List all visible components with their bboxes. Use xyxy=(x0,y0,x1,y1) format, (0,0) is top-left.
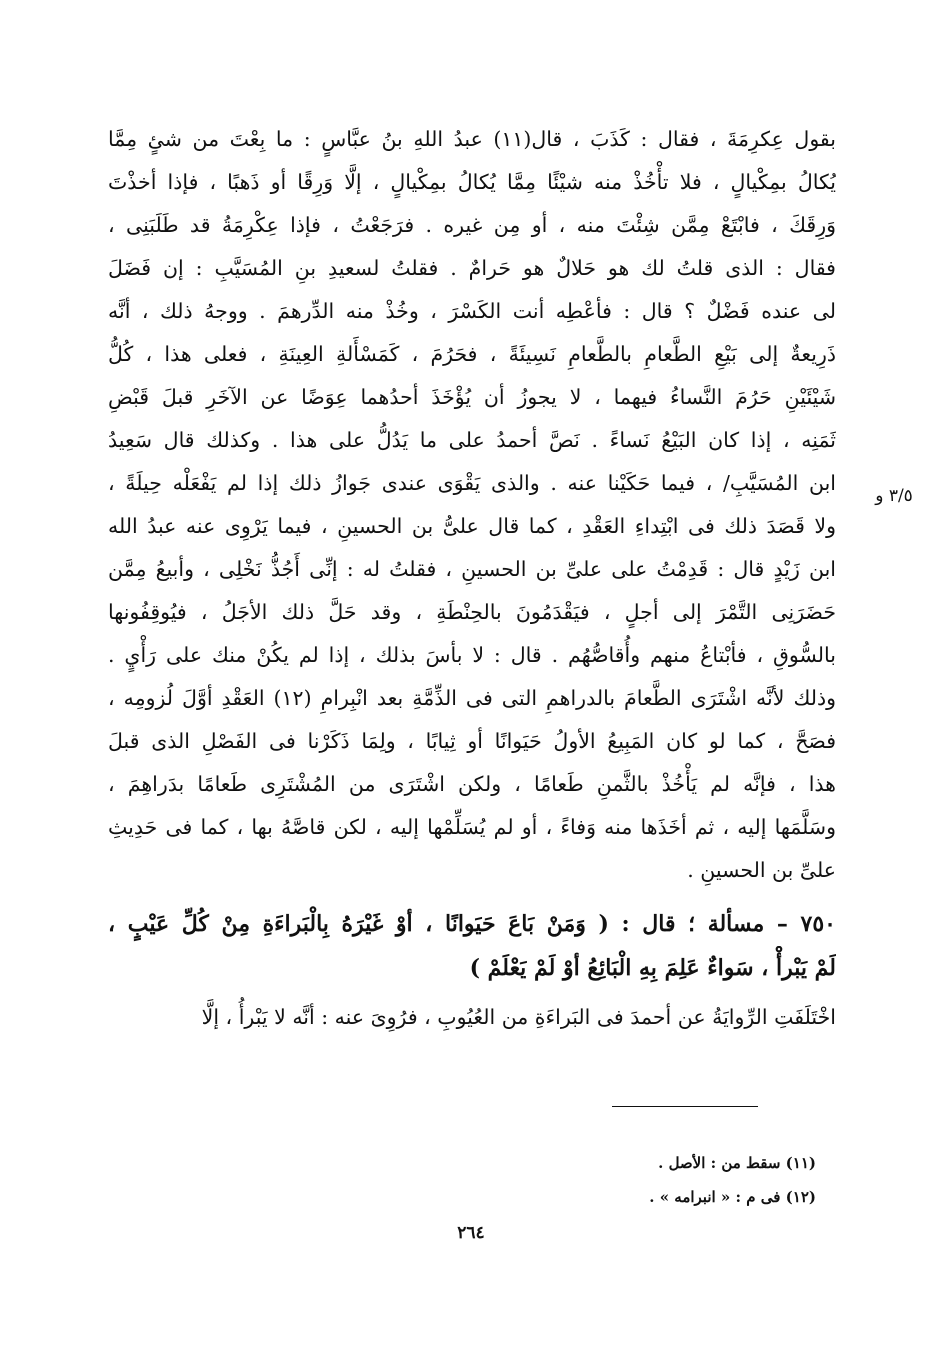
text-line-1: بقول عِكرِمَةَ ، فقال : كَذَبَ ، قال(١١) عبدُ اللهِ بنُ عبَّاسٍ : ما بِعْتَ من شئٍ مِمَّا xyxy=(108,127,836,151)
text-line-17: وسَلَّمَها إليه ، ثم أخَذَها منه وَفاءً ، أو لم يُسَلِّمْها إليه ، لكن قاصَّهُ بها ، كما فى حَدِيثِ xyxy=(108,815,836,839)
footnote-11: (١١) سقط من : الأصل . xyxy=(658,1154,816,1172)
text-line-15: فصَحَّ ، كما لو كان المَبِيعُ الأولُ حَيَوانًا أو ثِيابًا ، ولِمَا ذَكَرْنا فى الفَصْلِ الذى قبلَ xyxy=(108,729,836,753)
page-number: ٢٦٤ xyxy=(457,1223,485,1243)
text-line-16: هذا ، فإنَّه لم يَأْخُذْ بالثَّمنِ طَعامًا ، ولكن اشْتَرَى من المُشْتَرِى طَعامًا بدَراهِمَ ، xyxy=(108,772,836,796)
text-line-18: علىِّ بن الحسينِ . xyxy=(687,858,836,882)
text-line-14: وذلك لأنَّه اشْتَرَى الطَّعامَ بالدراهمِ التى فى الذِّمَّةِ بعد انْبِرامِ (١٢) العَقْدِ أوَّلَ لُزومِه ، xyxy=(108,686,836,710)
text-line-2: يُكالُ بمِكْيالٍ ، فلا تأْخُذْ منه شيْئًا مِمَّا يُكالُ بمِكْيالٍ ، إلَّا وَرِقًا أو ذَهبًا ، فإذا أخذْتَ xyxy=(108,170,836,194)
main-text xyxy=(108,118,836,1039)
issue-number: ٧٥٠ xyxy=(800,911,836,937)
text-line-9: ابن المُسَيَّبِ/ ، فيما حَكَيْنا عنه . والذى يَقْوَى عندى جَوازُ ذلك إذا لم يَفْعَلْه حِيلَةً ، xyxy=(108,471,836,495)
text-line-6: ذَرِيعةٌ إلى بَيْعِ الطَّعامِ بالطَّعامِ نَسِيئَةً ، فحَرُمَ ، كَمَسْأَلةِ العِينَةِ ، فعلى هذا ، كُلُّ xyxy=(108,342,836,366)
text-line-13: بالسُّوقِ ، فأبْتاعُ منهم وأُقاصُّهُم . قال : لا بأسَ بذلك ، إذا لم يكُنْ منك على رَأْيٍ . xyxy=(108,643,836,667)
issue-750 xyxy=(108,902,836,990)
text-line-7: شَيْئَيْنِ حَرُمَ النَّساءُ فيهما ، لا يجوزُ أن يُؤْخَذَ أحدُهما عِوَضًا عن الآخَرِ قبلَ قَبْضِ xyxy=(108,385,836,409)
issue-line-1 xyxy=(108,902,836,946)
text-line-12: حَضَرَنِى التَّمْرَ إلى أجلٍ ، فيَقْدَمُونَ بالحِنْطَةِ ، وقد حَلَّ ذلك الأجَلُ ، فيُوقِفُونها xyxy=(108,600,836,624)
footnote-12: (١٢) فى م : « انبرامه » . xyxy=(649,1188,816,1206)
text-line-5: لى عنده فَضْلٌ ؟ قال : فأعْطِه أنت الكَسْرَ ، وخُذْ منه الدِّرهمَ . ووجهُ ذلك ، أنَّه xyxy=(108,299,836,323)
manuscript-folio-note: ٣/٥ و xyxy=(875,486,913,506)
footnote-divider xyxy=(612,1106,758,1107)
text-line-11: ابن زَيْدٍ قال : قَدِمْتُ على علىِّ بن الحسينِ ، فقلتُ له : إنِّى أَجُذُّ نَخْلِى ، وأبيعُ مِمَّن xyxy=(108,557,836,581)
text-line-8: ثَمَنِه ، إذا كان البَيْعُ نَساءً . نَصَّ أحمدُ على ما يَدُلُّ على هذا . وكذلك قال سَعِيدُ xyxy=(108,428,836,452)
commentary-line: اخْتَلَفَتِ الرِّوايَةُ عن أحمدَ فى البَراءَةِ من العُيُوبِ ، فرُوِىَ عنه : أنَّه لا يَبْرأُ ، إلَّا xyxy=(201,1005,836,1029)
footnotes xyxy=(460,1146,816,1214)
issue-line-2: لَمْ يَبْرأْ ، سَواءٌ عَلِمَ بِهِ الْبَائِعُ أوْ لَمْ يَعْلَمْ ) xyxy=(469,955,836,981)
issue-text-1: – مسألة ؛ قال : ( وَمَنْ بَاعَ حَيَوانًا ، أوْ غَيْرَهُ بِالْبَراءَةِ مِنْ كُلِّ عَيْبٍ ، xyxy=(108,911,788,937)
text-line-3: وَرِقَكَ ، فابْتَعْ مِمَّن شِئْتَ منه ، أو مِن غيره . فرَجَعْتُ ، فإذا عِكْرِمَةُ قد طَلَبَنِى ، xyxy=(108,213,836,237)
text-line-4: فقال : الذى قلتُ لك هو حَلالٌ هو حَرامٌ . فقلتُ لسعيدِ بنِ المُسَيَّبِ : إن فَضَلَ xyxy=(108,256,836,280)
text-line-10: ولا قَصَدَ ذلك فى ابْتِداءِ العَقْدِ ، كما قال علىُّ بن الحسينِ ، فيما يَرْوِى عنه عبدُ الله xyxy=(108,514,836,538)
